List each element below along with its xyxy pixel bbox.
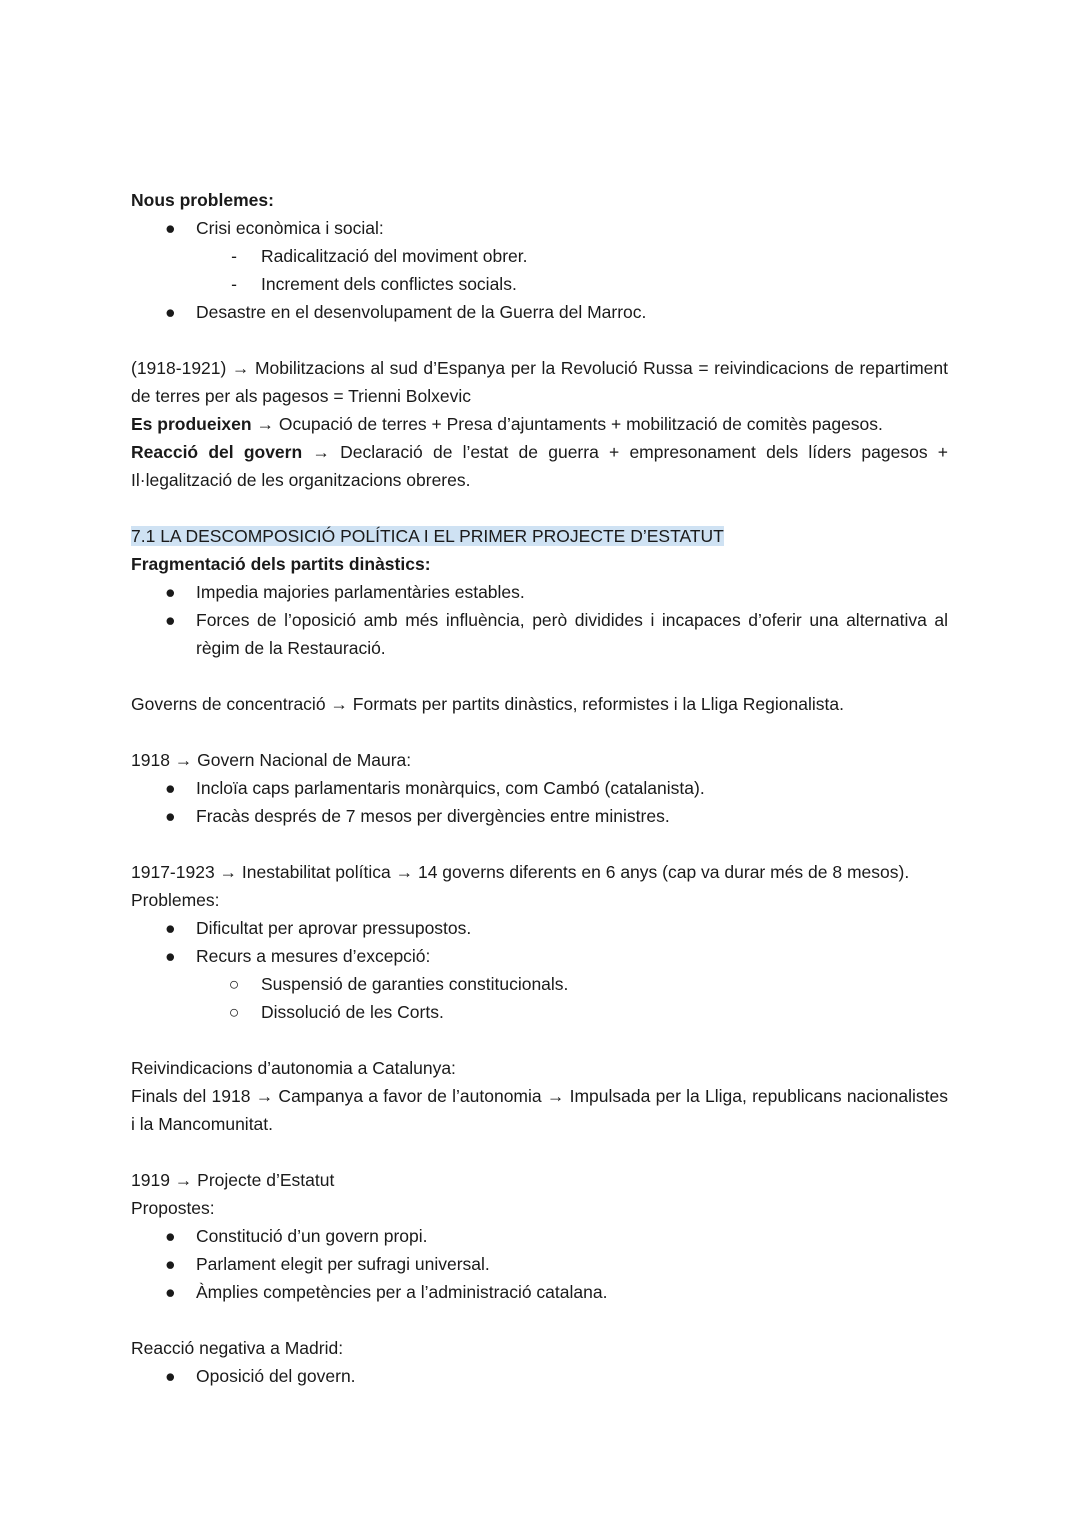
dash-icon: -	[231, 274, 237, 294]
circle-icon: ○	[228, 1002, 240, 1022]
maura-heading: 1918 → Govern Nacional de Maura:	[131, 750, 412, 770]
list-item: ● Àmplies competències per a l’administració catalana.	[131, 1278, 948, 1306]
bullet-icon: ●	[165, 1254, 176, 1274]
list-subitem: ○ Dissolució de les Corts.	[131, 998, 948, 1026]
list-item: ● Parlament elegit per sufragi universal.	[131, 1250, 948, 1278]
madrid-heading: Reacció negativa a Madrid:	[131, 1338, 344, 1358]
produced-paragraph: Es produeixen → Ocupació de terres + Presa d’ajuntaments + mobilització de comitès pagesos.	[131, 414, 883, 434]
reaction-paragraph: Reacció del govern → Declaració de l’estat de guerra + empresonament dels líders pagesos + Il·legalització de les organitzacions obreres.	[131, 442, 949, 490]
bullet-icon: ●	[165, 1366, 176, 1386]
concentration-paragraph: Governs de concentració → Formats per partits dinàstics, reformistes i la Lliga Regionalista.	[131, 694, 844, 714]
autonomy-heading: Reivindicacions d’autonomia a Catalunya:	[131, 1058, 456, 1078]
bullet-icon: ●	[165, 218, 176, 238]
bullet-icon: ●	[165, 610, 176, 630]
list-subitem: ○ Suspensió de garanties constitucionals.	[131, 970, 948, 998]
dash-icon: -	[231, 246, 237, 266]
circle-icon: ○	[228, 974, 240, 994]
fragmentation-heading: Fragmentació dels partits dinàstics:	[131, 554, 431, 574]
section-title: 7.1 LA DESCOMPOSICIÓ POLÍTICA I EL PRIMER PROJECTE D’ESTATUT	[131, 526, 724, 546]
campaign-paragraph: Finals del 1918 → Campanya a favor de l’autonomia → Impulsada per la Lliga, republicans nacionalistes i la Mancomunitat.	[131, 1086, 948, 1134]
proposals-label: Propostes:	[131, 1198, 215, 1218]
list-subitem: - Increment dels conflictes socials.	[131, 270, 948, 298]
list-item: ● Recurs a mesures d’excepció:	[131, 942, 948, 970]
list-subitem: - Radicalització del moviment obrer.	[131, 242, 948, 270]
bullet-icon: ●	[165, 582, 176, 602]
bullet-icon: ●	[165, 302, 176, 322]
instability-paragraph: 1917-1923 → Inestabilitat política → 14 governs diferents en 6 anys (cap va durar més de 8 mesos).	[131, 862, 910, 882]
bullet-icon: ●	[165, 946, 176, 966]
bolshevik-paragraph: (1918-1921) → Mobilitzacions al sud d’Espanya per la Revolució Russa = reivindicacions de repartiment de terres per als pagesos = Trienni Bolxevic	[131, 358, 948, 406]
bullet-icon: ●	[165, 1282, 176, 1302]
bullet-icon: ●	[165, 778, 176, 798]
bullet-icon: ●	[165, 918, 176, 938]
list-item: ● Desastre en el desenvolupament de la Guerra del Marroc.	[131, 298, 948, 326]
document-content	[131, 186, 948, 1390]
list-item: ● Oposició del govern.	[131, 1362, 948, 1390]
bullet-icon: ●	[165, 806, 176, 826]
list-item: ● Impedia majories parlamentàries estables.	[131, 578, 948, 606]
list-item: ● Fracàs després de 7 mesos per divergències entre ministres.	[131, 802, 948, 830]
statute-heading: 1919 → Projecte d’Estatut	[131, 1170, 335, 1190]
problems-label: Problemes:	[131, 890, 220, 910]
list-item: ● Forces de l’oposició amb més influència, però dividides i incapaces d’oferir una alternativa al règim de la Restauració.	[131, 606, 948, 662]
list-item: ● Crisi econòmica i social:	[131, 214, 948, 242]
list-item: ● Dificultat per aprovar pressupostos.	[131, 914, 948, 942]
list-item: ● Incloïa caps parlamentaris monàrquics, com Cambó (catalanista).	[131, 774, 948, 802]
list-item: ● Constitució d’un govern propi.	[131, 1222, 948, 1250]
problems-heading: Nous problemes:	[131, 190, 274, 210]
bullet-icon: ●	[165, 1226, 176, 1246]
